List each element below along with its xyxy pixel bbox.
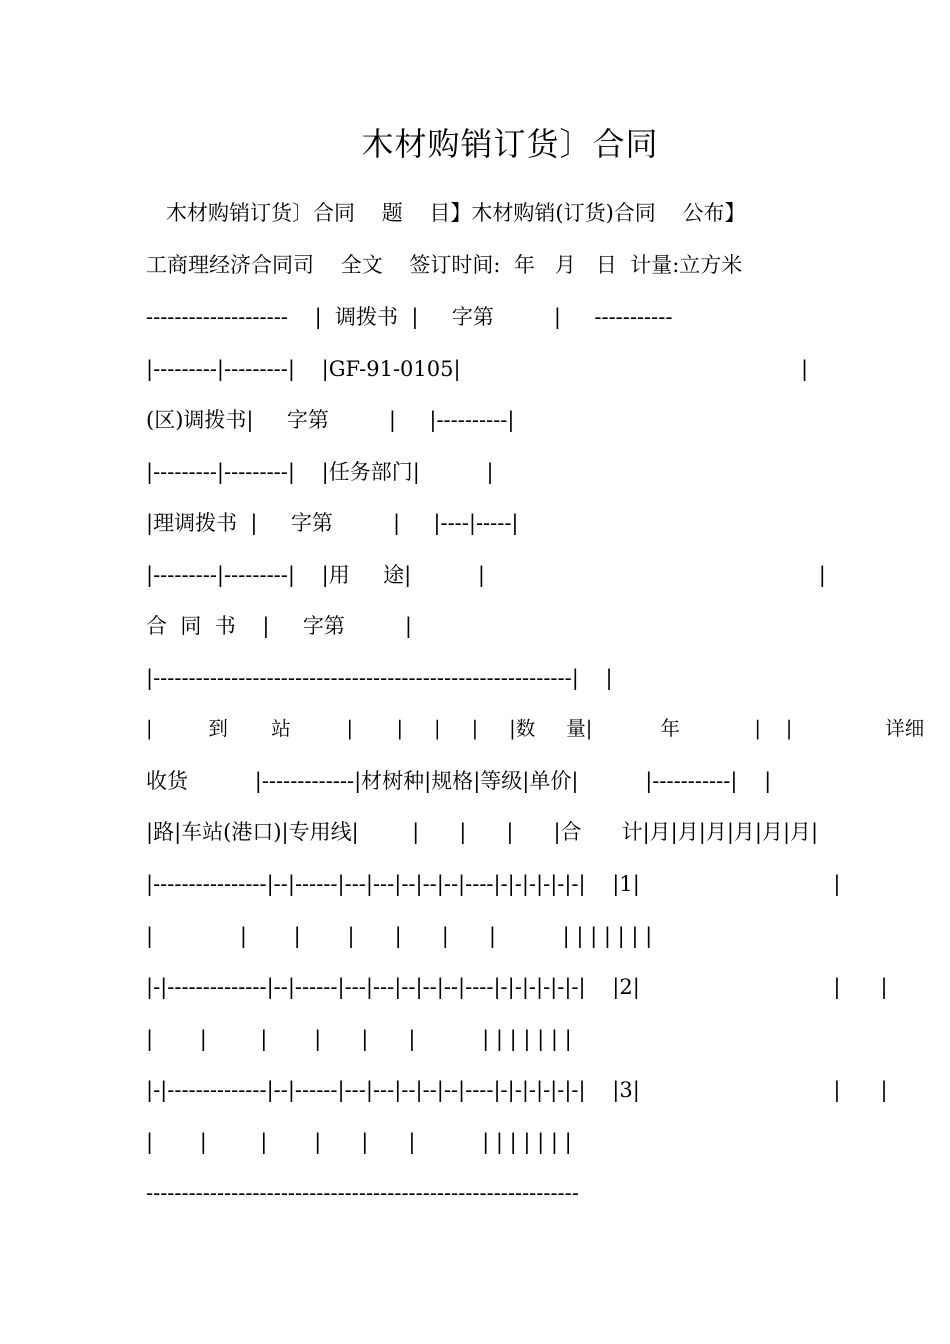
text-line: 收货 |-------------|材树种|规格|等级|单价| |-----------| | bbox=[146, 769, 772, 793]
document-title: 木材购销订货〕合同 bbox=[361, 125, 659, 163]
text-line: |路|车站(港口)|专用线| | | | |合 计|月|月|月|月|月|月| bbox=[146, 820, 819, 844]
text-line: -------------------- | 调拨书 | 字第 | ----------- bbox=[146, 305, 673, 329]
text-line: |---------|---------| |用 途| | | bbox=[146, 563, 826, 587]
text-line: | | | | | | | | | | | | | | bbox=[146, 924, 653, 948]
text-line: |-|--------------|--|------|---|---|--|--|--|----|-|-|-|-|-|-| |2| | | bbox=[146, 975, 888, 999]
text-line: |-|--------------|--|------|---|---|--|--|--|----|-|-|-|-|-|-| |3| | | bbox=[146, 1078, 888, 1102]
text-line: |-----------------------------------------------------------| | bbox=[146, 666, 613, 690]
text-line: | | | | | | | | | | | | | bbox=[146, 1130, 572, 1154]
text-line: 合 同 书 | 字第 | bbox=[146, 614, 413, 638]
text-line: |---------|---------| |任务部门| | bbox=[146, 460, 494, 484]
text-line: 工商理经济合同司 全文 签订时间: 年 月 日 计量:立方米 bbox=[146, 253, 743, 277]
text-line: | | | | | | | | | | | | | bbox=[146, 1027, 572, 1051]
text-line: |---------|---------| |GF-91-0105| | bbox=[146, 357, 809, 381]
text-line: |----------------|--|------|---|---|--|--|--|----|-|-|-|-|-|-| |1| | bbox=[146, 872, 841, 896]
text-line: | 到 站 | | | | |数 量| 年 | | 详细 bbox=[146, 717, 925, 740]
text-line: ------------------------------------------------------------- bbox=[146, 1181, 579, 1205]
text-line: 木材购销订货〕合同 题 目】木材购销(订货)合同 公布】 bbox=[146, 201, 746, 225]
text-line: (区)调拨书| 字第 | |----------| bbox=[146, 408, 515, 432]
text-line: |理调拨书 | 字第 | |----|-----| bbox=[146, 511, 519, 535]
